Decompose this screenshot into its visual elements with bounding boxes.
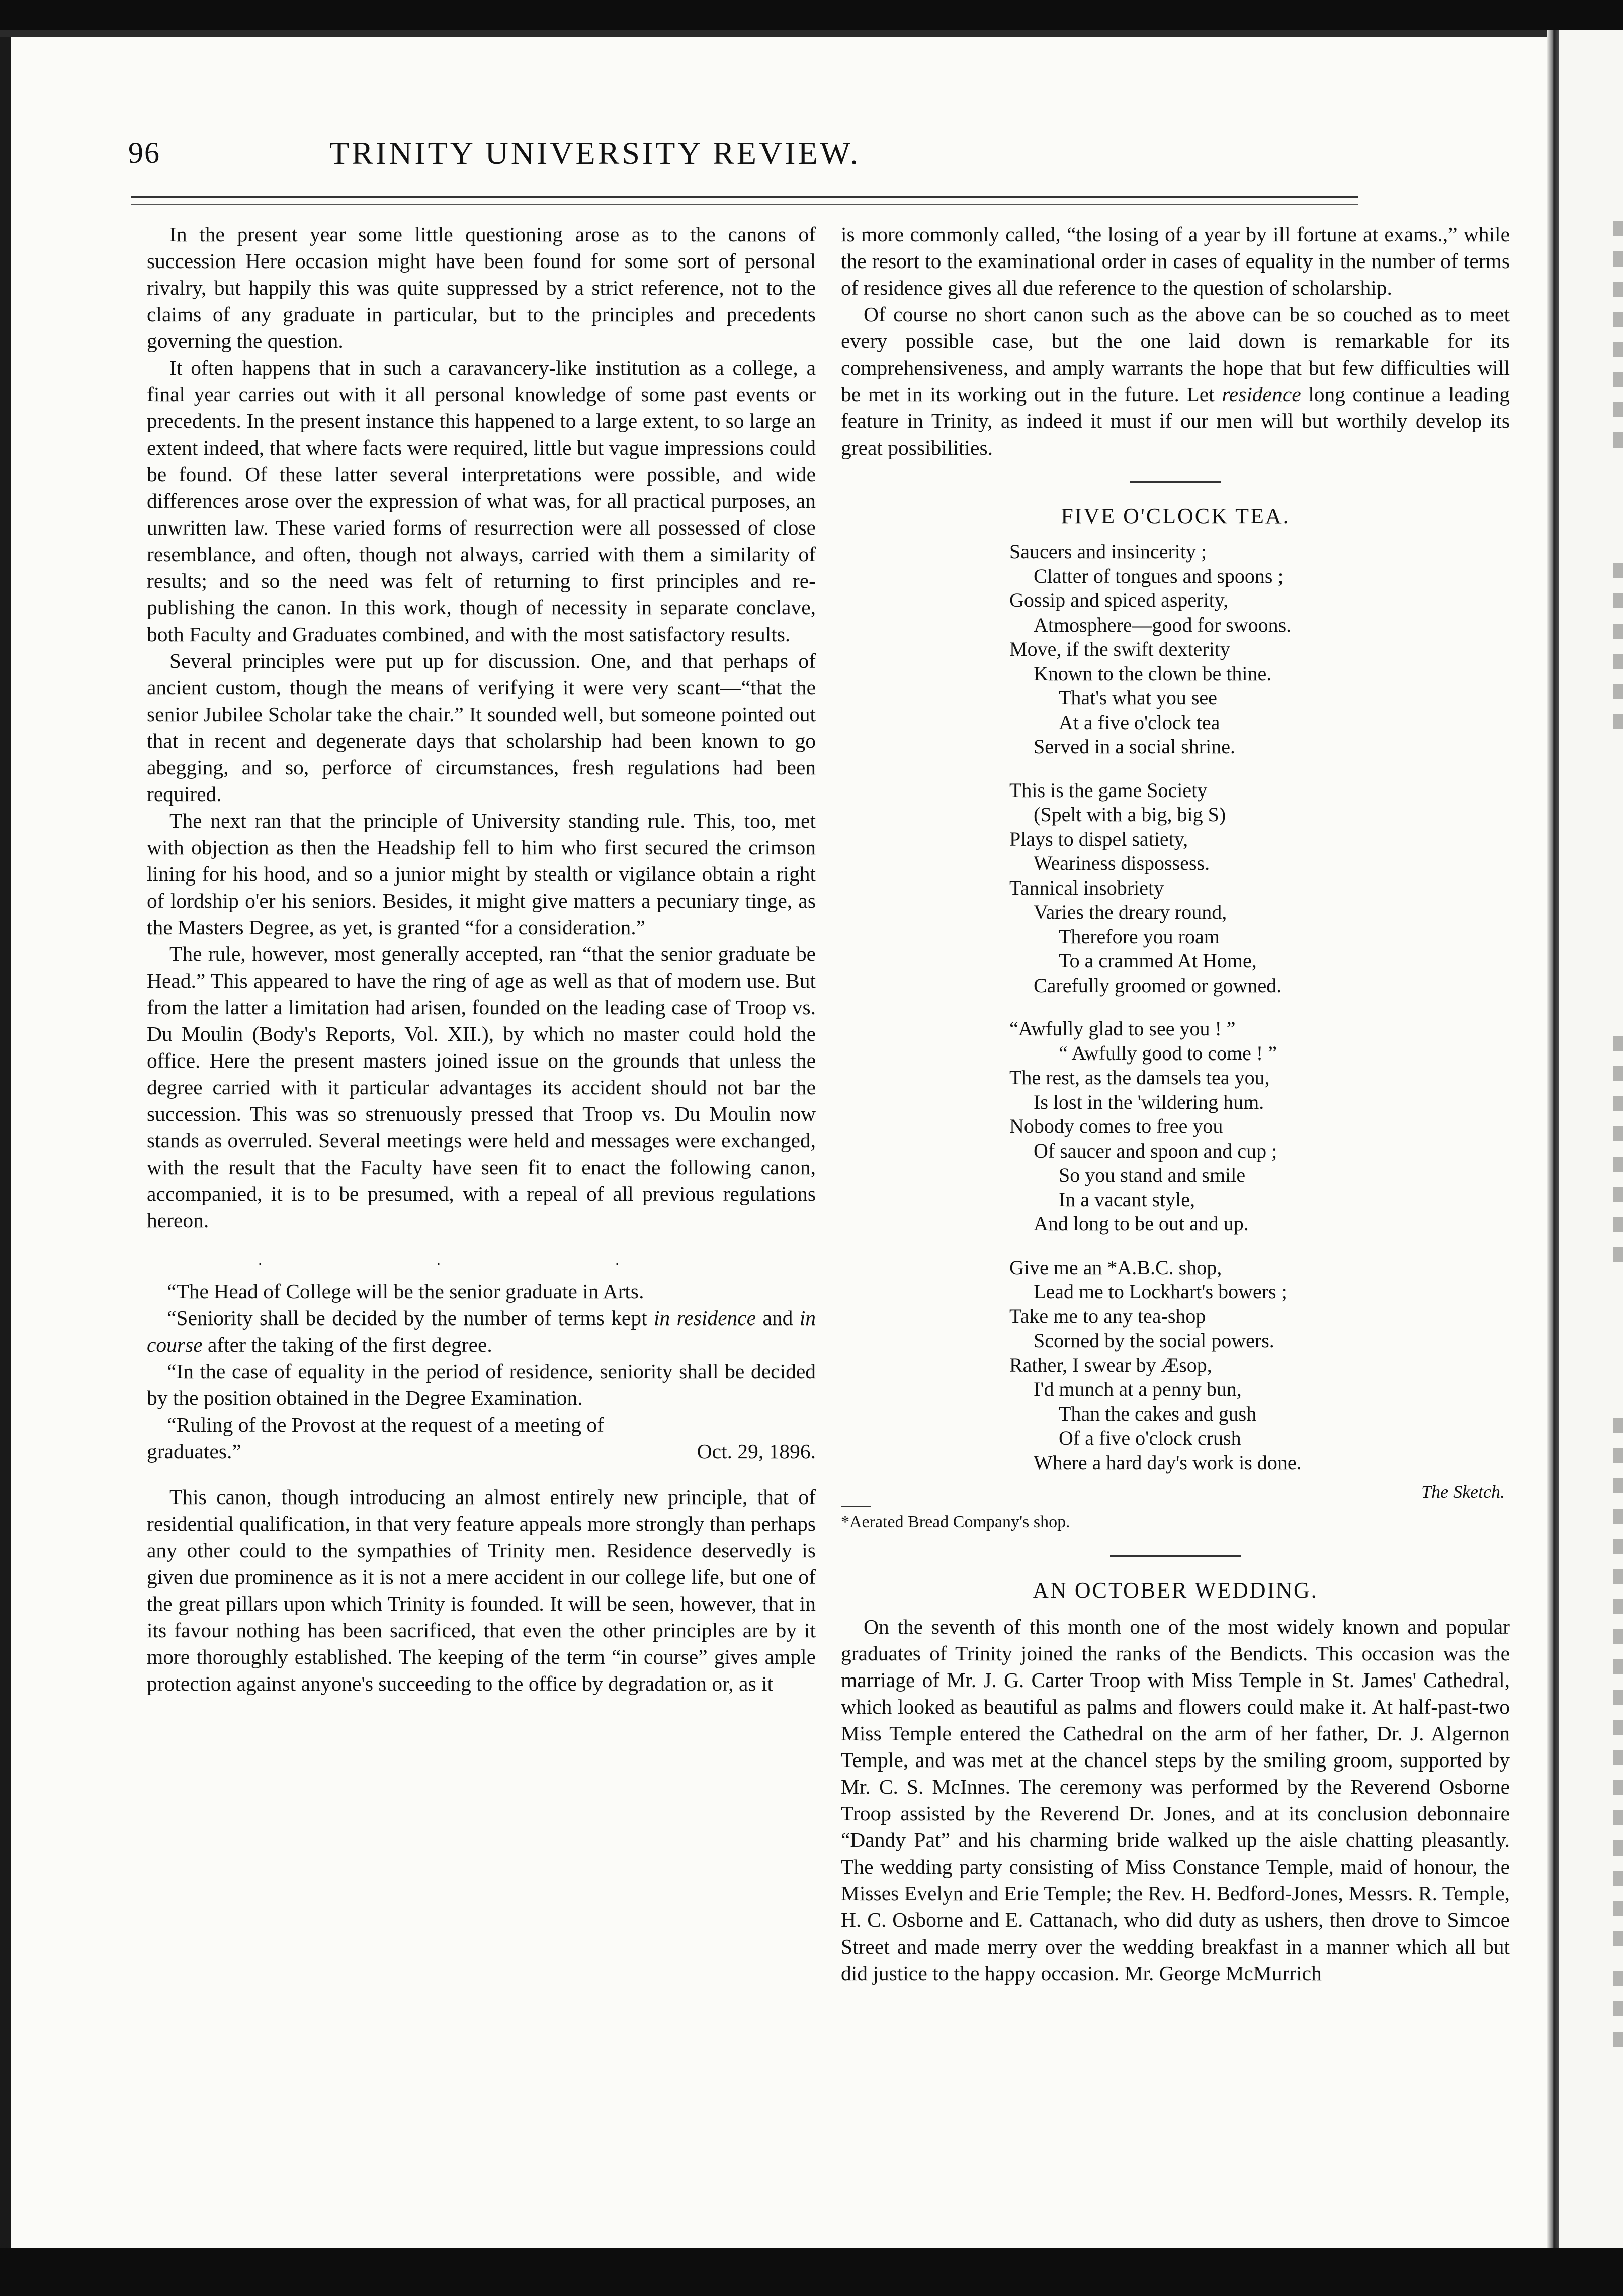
- canon-signature-line: graduates.” Oct. 29, 1896.: [147, 1438, 816, 1465]
- page-header: [128, 126, 1355, 186]
- section-rule: [1130, 481, 1221, 483]
- canon-date: Oct. 29, 1896.: [697, 1440, 816, 1463]
- paragraph: Several principles were put up for discussion. One, and that perhaps of ancient custom, though the means of verifying it were very scant—“that the senior Jubilee Scholar take the chair.” It sounded well, but someone pointed out that in recent and degenerate days that scholarship had been known to go abegging, and so, perforce of circumstances, fresh regulations had been required.: [147, 649, 816, 806]
- right-column: [841, 221, 1510, 1987]
- left-column: [147, 221, 816, 1697]
- paragraph: In the present year some little questioning arose as to the canons of succession Here occasion might have been found for some sort of personal rivalry, but happily this was quite suppressed by a strict reference, not to the claims of any graduate in particular, but to the principles and precedents governing the question.: [147, 223, 816, 352]
- paragraph: The rule, however, most generally accepted, ran “that the senior graduate be Head.” This appeared to have the ring of age as well as that of modern use. But from the latter a limitation had arisen, founded on the leading case of Troop vs. Du Moulin (Body's Reports, Vol. XII.), by which no master could hold the office. Here the present masters joined issue on the grounds that unless the degree carried with it particular advantages its accident should not bar the succession. This was so strenuously pressed that Troop vs. Du Moulin now stands as overruled. Several meetings were held and messages were exchanged, with the result that the Faculty have seen fit to enact the following canon, accompanied, it is to be presumed, with a repeal of all previous regulations hereon.: [147, 942, 816, 1232]
- canon-clause: “Ruling of the Provost at the request of a meeting of: [167, 1413, 604, 1436]
- paragraph: The next ran that the principle of University standing rule. This, too, met with objection as then the Headship fell to him who first secured the crimson lining for his hood, and so a junior might by stealth or vigilance obtain a right of lordship o'er his seniors. Besides, it might give matters a pecuniary tinge, as the Masters Degree, as yet, is granted “for a consideration.”: [147, 809, 816, 939]
- poem-stanza: Saucers and insincerity ; Clatter of tongues and spoons ; Gossip and spiced asperity, Atmosphere—good for swoons. Move, if the swift dexterity Known to the clown be thine. That's what you see At a five o'clock tea Served in a social shrine.: [1009, 540, 1292, 758]
- canon-text: [147, 1278, 816, 1465]
- page-number: 96: [128, 136, 160, 169]
- scan-bottom-border: [0, 2248, 1623, 2296]
- running-title: TRINITY UNIVERSITY REVIEW.: [329, 135, 861, 171]
- poem: [1009, 540, 1510, 1475]
- paragraph: is more commonly called, “the losing of a year by ill fortune at exams.,” while the resort to the examinational order in cases of equality in the number of terms of residence gives all due reference to the question of scholarship.: [841, 223, 1510, 299]
- poem-credit: The Sketch.: [1421, 1482, 1505, 1502]
- adjacent-page-edge: [1559, 30, 1623, 2253]
- article-title: AN OCTOBER WEDDING.: [1033, 1578, 1318, 1603]
- poem-title: FIVE O'CLOCK TEA.: [1061, 504, 1290, 528]
- paragraph: This canon, though introducing an almost entirely new principle, that of residential qualification, in that very feature appeals more strongly than perhaps any other could to the sympathies of Trinity men. Residence deservedly is given due prominence as it is not a mere accident in our college life, but one of the great pillars upon which Trinity is founded. It will be seen, however, that in its favour nothing has been sacrificed, that even the other principles are by it more thoroughly established. The keeping of the term “in course” gives ample protection against anyone's succeeding to the office by degradation or, as it: [147, 1485, 816, 1695]
- paragraph: It often happens that in such a caravancery-like institution as a college, a final year carries out with it all personal knowledge of some past events or precedents. In the present instance this happened to a large extent, to so large an extent indeed, that where facts were required, little but vague impressions could be found. Of these latter several interpretations were possible, and wide differences arose over the expression of what was, for all practical purposes, an unwritten law. These varied forms of resurrection were all possessed of close resemblance, and often, though not always, carried with them a similarity of results; and so the need was felt of returning to first principles and re-publishing the canon. In this work, though of necessity in separate conclave, both Faculty and Graduates combined, and with the most satisfactory results.: [147, 356, 816, 646]
- header-rule: [131, 196, 1358, 205]
- book-gutter: [1547, 30, 1560, 2253]
- section-rule: [1110, 1555, 1241, 1557]
- scan-top-shadow: [0, 30, 1623, 37]
- footnote-rule: [841, 1506, 871, 1507]
- canon-clause: “The Head of College will be the senior graduate in Arts.: [167, 1280, 644, 1303]
- poem-stanza: Give me an *A.B.C. shop, Lead me to Lockhart's bowers ; Take me to any tea-shop Scorned by the social powers. Rather, I swear by Æsop, I'd munch at a penny bun, Than the cakes and gush Of a five o'clock crush Where a hard day's work is done.: [1009, 1256, 1302, 1474]
- canon-clause: “In the case of equality in the period of residence, seniority shall be decided by the position obtained in the Degree Examination.: [147, 1360, 816, 1409]
- section-separator-dots: . . .: [258, 1252, 705, 1268]
- paragraph: Of course no short canon such as the above can be so couched as to meet every possible case, but the one laid down is remarkable for its comprehensiveness, and amply warrants the hope that but few difficulties will be met in its working out in the future. Let residence long continue a leading feature in Trinity, as indeed it must if our men will but worthily develop its great possibilities.: [841, 303, 1510, 459]
- canon-clause: “Seniority shall be decided by the number of terms kept in residence and in course after the taking of the first degree.: [147, 1306, 816, 1356]
- poem-stanza: “Awfully glad to see you ! ” “ Awfully good to come ! ” The rest, as the damsels tea you, Is lost in the 'wildering hum. Nobody comes to free you Of saucer and spoon and cup ; So you stand and smile In a vacant style, And long to be out and up.: [1009, 1017, 1277, 1235]
- scan-left-edge: [0, 0, 11, 2296]
- scan-top-border: [0, 0, 1623, 30]
- footnote: *Aerated Bread Company's shop.: [841, 1513, 1070, 1531]
- paragraph: On the seventh of this month one of the most widely known and popular graduates of Trinity joined the ranks of the Bendicts. This occasion was the marriage of Mr. J. G. Carter Troop with Miss Temple in St. James' Cathedral, which looked as beautiful as palms and flowers could make it. At half-past-two Miss Temple entered the Cathedral on the arm of her father, Dr. J. Algernon Temple, and was met at the chancel steps by the smiling groom, supported by Mr. C. S. McInnes. The ceremony was performed by the Reverend Osborne Troop assisted by the Reverend Dr. Jones, and at its conclusion debonnaire “Dandy Pat” and his charming bride walked up the aisle chatting pleasantly. The wedding party consisting of Miss Constance Temple, maid of honour, the Misses Evelyn and Erie Temple; the Rev. H. Bedford-Jones, Messrs. R. Temple, H. C. Osborne and E. Cattanach, who did duty as ushers, then drove to Simcoe Street and made merry over the wedding breakfast in a manner which all but did justice to the happy occasion. Mr. George McMurrich: [841, 1615, 1510, 1985]
- poem-stanza: This is the game Society (Spelt with a big, big S) Plays to dispel satiety, Weariness dispossess. Tannical insobriety Varies the dreary round, Therefore you roam To a crammed At Home, Carefully groomed or gowned.: [1009, 778, 1282, 997]
